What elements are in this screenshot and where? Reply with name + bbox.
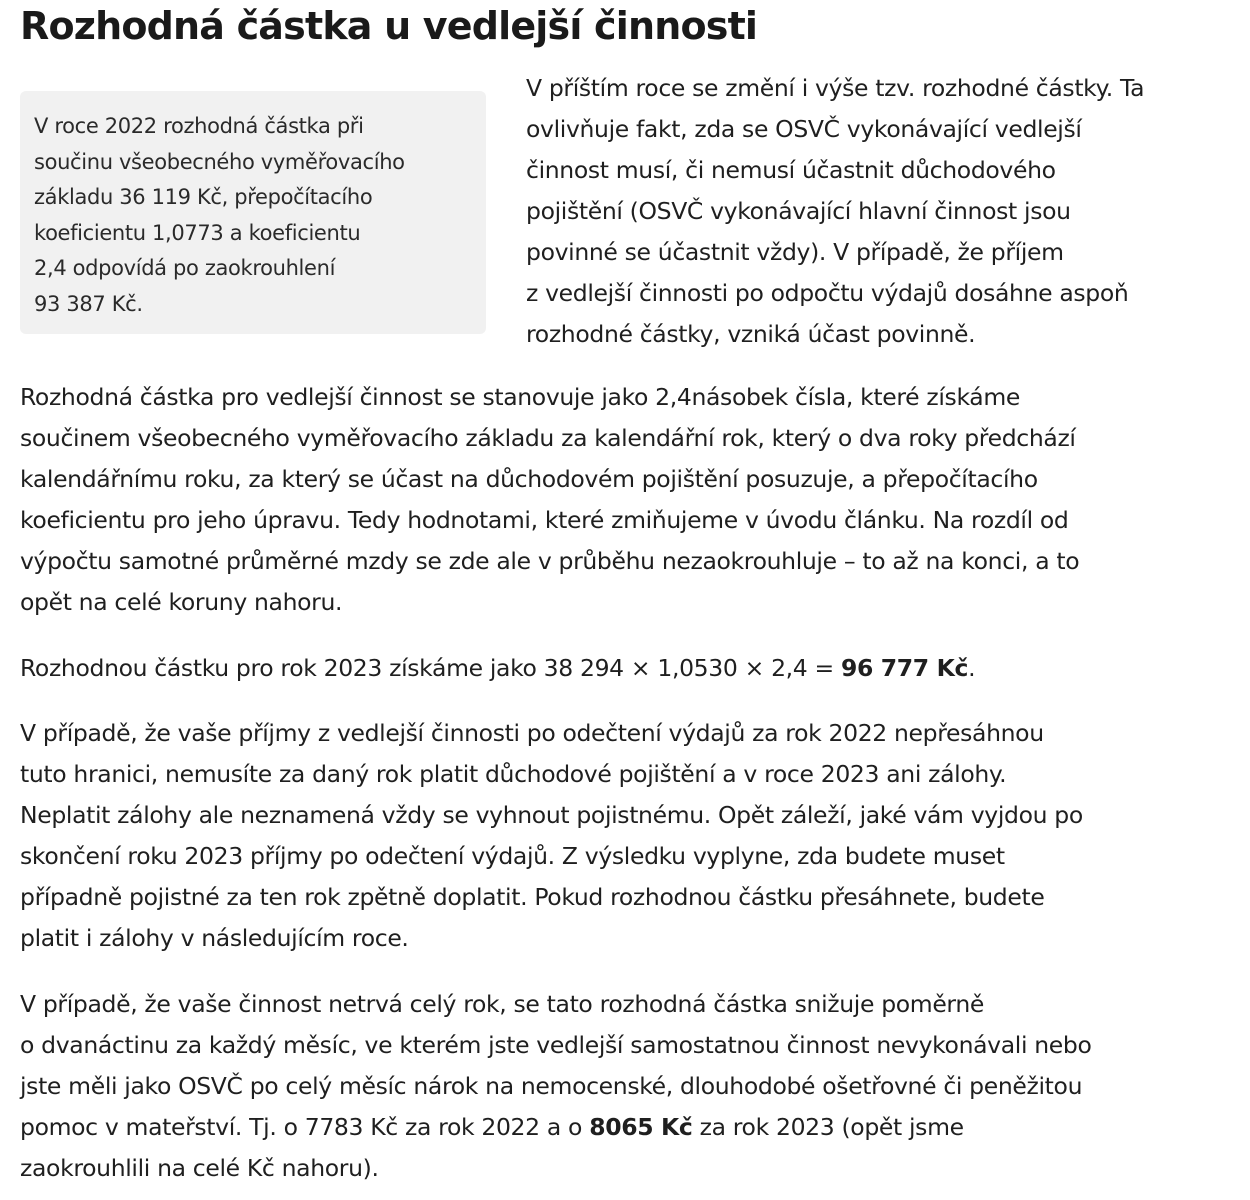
line-text: za rok 2023 (opět jsme [692,1113,964,1141]
info-box-line: koeficientu 1,0773 a koeficientu [34,220,361,245]
info-box [20,91,486,334]
paragraph-line: Neplatit zálohy ale neznamená vždy se vyhnout pojistnému. Opět záleží, jaké vám vyjdou po [20,801,1083,829]
paragraph-line: případně pojistné za ten rok zpětně doplatit. Pokud rozhodnou částku přesáhnete, budete [20,883,1045,911]
paragraph-line: z vedlejší činnosti po odpočtu výdajů dosáhne aspoň [526,279,1129,307]
paragraph-line: ovlivňuje fakt, zda se OSVČ vykonávající vedlejší [526,115,1082,143]
paragraph-line: V případě, že vaše činnost netrvá celý rok, se tato rozhodná částka snižuje poměrně [20,990,984,1018]
paragraph-line: tuto hranici, nemusíte za daný rok platit důchodové pojištění a v roce 2023 ani zálohy. [20,760,1007,788]
paragraph-line: skončení roku 2023 příjmy po odečtení výdajů. Z výsledku vyplyne, zda budete muset [20,842,1005,870]
paragraph-line: o dvanáctinu za každý měsíc, ve kterém jste vedlejší samostatnou činnost nevykonávali nebo [20,1031,1092,1059]
info-box-line: 2,4 odpovídá po zaokrouhlení [34,256,336,280]
paragraph-line: V případě, že vaše příjmy z vedlejší činnosti po odečtení výdajů za rok 2022 nepřesáhnou [20,719,1044,747]
formula-end: . [968,654,976,682]
paragraph-line: koeficientu pro jeho úpravu. Tedy hodnotami, které zmiňujeme v úvodu článku. Na rozdíl od [20,506,1069,534]
paragraph-line: kalendářnímu roku, za který se účast na důchodovém pojištění posuzuje, a přepočítacího [20,465,1038,493]
paragraph-line [20,648,1230,689]
paragraph-line: platit i zálohy v následujícím roce. [20,924,409,952]
formula-text: Rozhodnou částku pro rok 2023 získáme jako 38 294 × 1,0530 × 2,4 = [20,654,841,682]
paragraph-line: Rozhodná částka pro vedlejší činnost se stanovuje jako 2,4násobek čísla, které získáme [20,383,1020,411]
paragraph-line: pojištění (OSVČ vykonávající hlavní činnost jsou [526,197,1071,225]
info-box-line: 93 387 Kč. [34,291,143,316]
paragraph-line: V příštím roce se změní i výše tzv. rozhodné částky. Ta [526,74,1145,102]
paragraph-calculation-method [20,377,1230,623]
paragraph-line: povinné se účastnit vždy). V případě, že příjem [526,238,1064,266]
paragraph-line: jste měli jako OSVČ po celý měsíc nárok na nemocenské, dlouhodobé ošetřovné či peněžitou [20,1072,1083,1100]
paragraph-line [20,1107,1230,1148]
paragraph-partial-year [20,984,1230,1189]
article-heading: Rozhodná částka u vedlejší činnosti [20,4,758,48]
info-box-line: součinu všeobecného vyměřovacího [34,149,405,174]
info-box-line: základu 36 119 Kč, přepočítacího [34,185,373,209]
line-text: pomoc v mateřství. Tj. o 7783 Kč za rok 2022 a o [20,1113,590,1141]
paragraph-line: rozhodné částky, vzniká účast povinně. [526,320,976,348]
info-box-line: V roce 2022 rozhodná částka při [34,114,364,138]
paragraph-line: činnost musí, či nemusí účastnit důchodového [526,156,1056,184]
paragraph-threshold [20,713,1230,959]
paragraph-amount-2023 [20,648,1230,689]
intro-paragraph [526,68,1226,355]
paragraph-line: výpočtu samotné průměrné mzdy se zde ale v průběhu nezaokrouhluje – to až na konci, a to [20,547,1080,575]
paragraph-line: zaokrouhlili na celé Kč nahoru). [20,1154,379,1182]
monthly-reduction-value: 8065 Kč [589,1113,693,1141]
paragraph-line: součinem všeobecného vyměřovacího základu za kalendářní rok, který o dva roky předchází [20,424,1076,452]
amount-2023-value: 96 777 Kč [840,654,969,682]
paragraph-line: opět na celé koruny nahoru. [20,588,343,616]
